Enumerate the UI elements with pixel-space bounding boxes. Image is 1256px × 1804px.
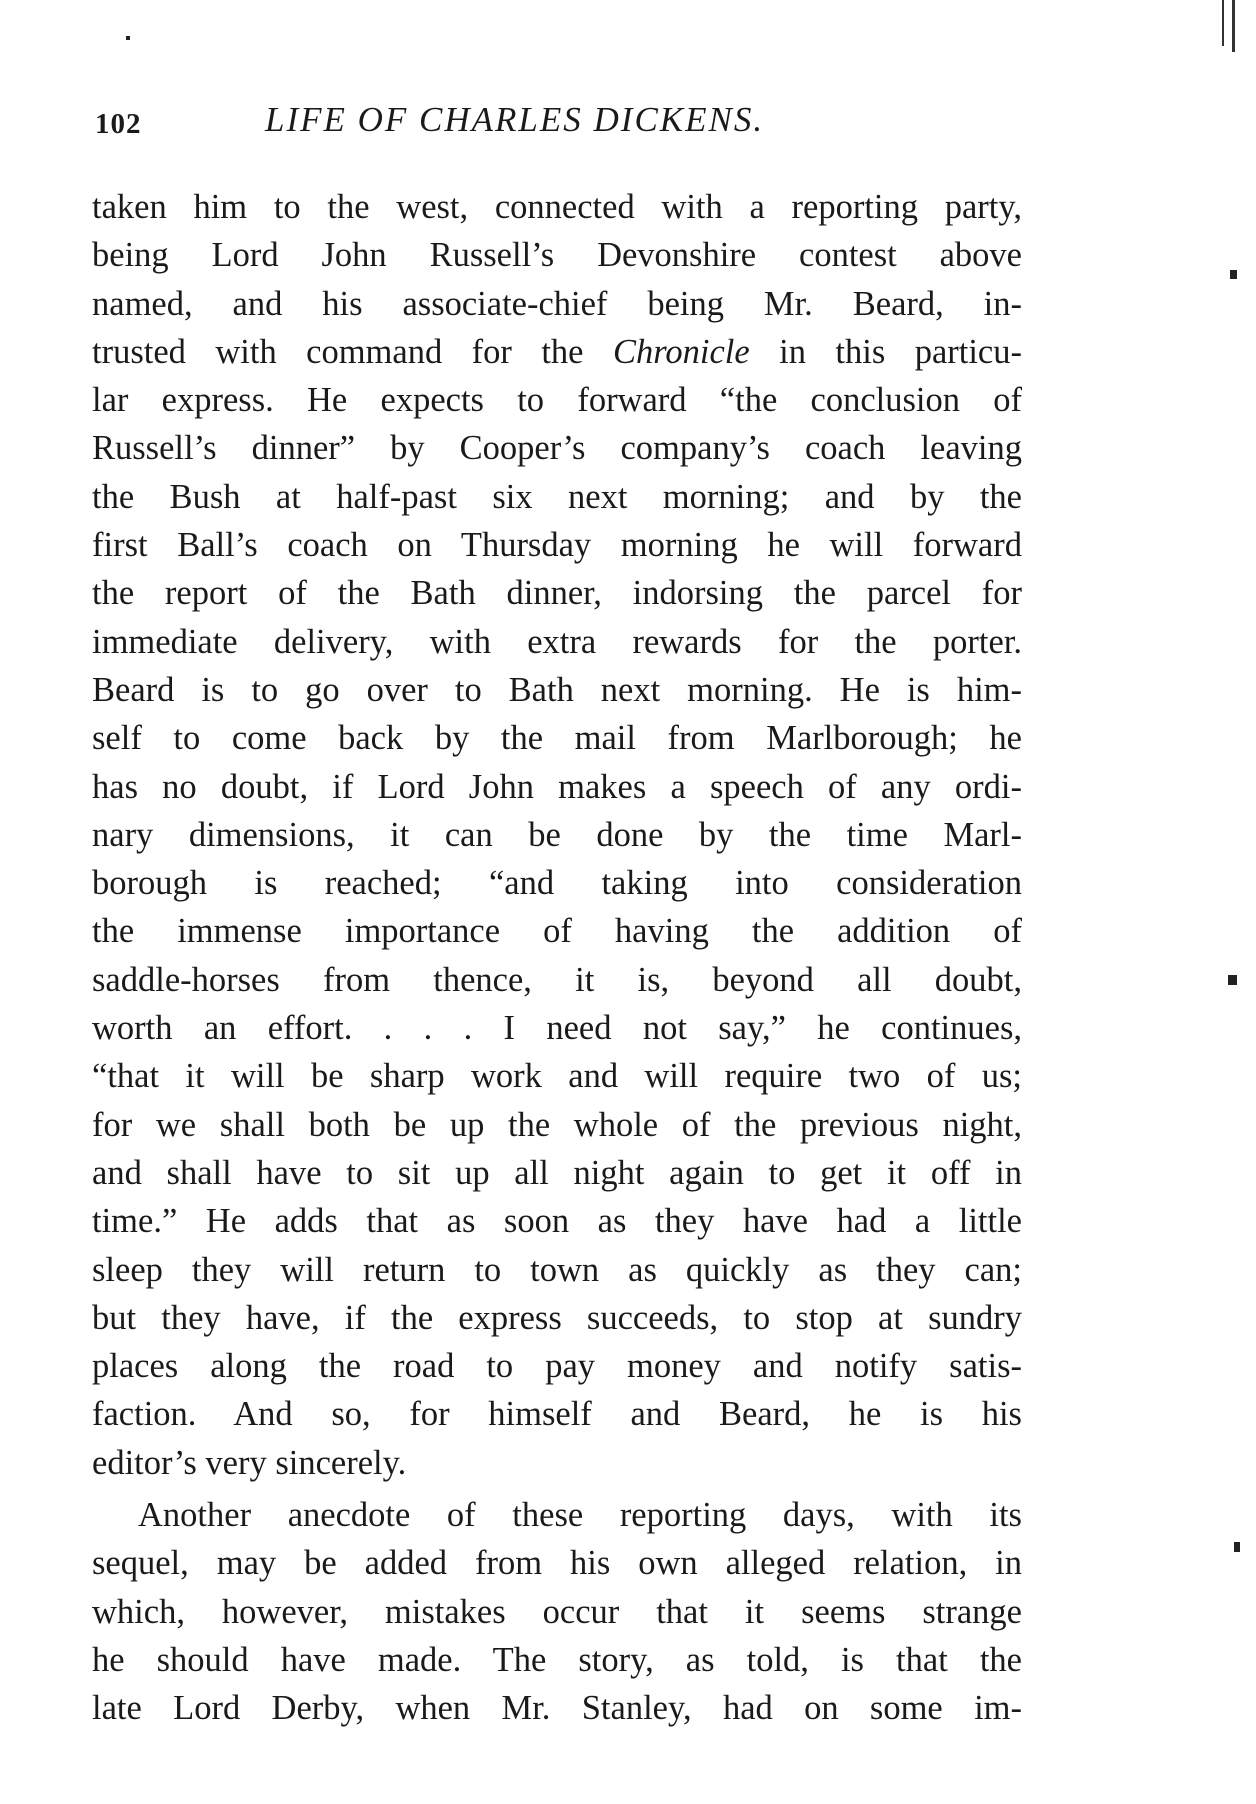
text-line: being Lord John Russell’s Devonshire contest above xyxy=(92,236,1022,275)
text-line: immediate delivery, with extra rewards for the porter. xyxy=(92,622,1022,661)
scan-speck xyxy=(1228,975,1237,985)
text-line: the Bush at half-past six next morning; and by the xyxy=(92,477,1022,516)
text-line: taken him to the west, connected with a reporting party, xyxy=(92,188,1022,226)
text-line: Beard is to go over to Bath next morning. He is him- xyxy=(92,670,1022,709)
text-line: borough is reached; “and taking into consideration xyxy=(92,864,1022,903)
scan-edge-line xyxy=(1222,0,1224,46)
text-line: but they have, if the express succeeds, to stop at sundry xyxy=(92,1298,1022,1337)
text-line: trusted with command for the Chronicle in this particu- xyxy=(92,332,1022,371)
paragraph xyxy=(92,183,1022,1487)
text-line: time.” He adds that as soon as they have had a little xyxy=(92,1202,1022,1241)
italic-title: Chronicle xyxy=(612,332,750,371)
text-line: lar express. He expects to forward “the conclusion of xyxy=(92,381,1022,420)
text-line: self to come back by the mail from Marlborough; he xyxy=(92,719,1022,758)
text-line: which, however, mistakes occur that it seems strange xyxy=(92,1592,1022,1631)
text-line: worth an effort. . . . I need not say,” he continues, xyxy=(92,1009,1022,1048)
text-line: editor’s very sincerely. xyxy=(92,1443,407,1482)
text-line: Russell’s dinner” by Cooper’s company’s coach leaving xyxy=(92,429,1022,468)
text-line: and shall have to sit up all night again to get it off in xyxy=(92,1153,1022,1192)
body-text xyxy=(92,183,1022,1733)
text-line: saddle-horses from thence, it is, beyond all doubt, xyxy=(92,960,1022,999)
text-line: faction. And so, for himself and Beard, he is his xyxy=(92,1395,1022,1434)
text-line: for we shall both be up the whole of the previous night, xyxy=(92,1105,1022,1144)
text-line: Another anecdote of these reporting days, with its xyxy=(138,1496,1022,1535)
text-line: has no doubt, if Lord John makes a speech of any ordi- xyxy=(92,767,1022,806)
text-line: places along the road to pay money and notify satis- xyxy=(92,1347,1022,1386)
text-line: nary dimensions, it can be done by the time Marl- xyxy=(92,815,1022,854)
text-line: sleep they will return to town as quickly as they can; xyxy=(92,1250,1022,1289)
paragraph xyxy=(92,1491,1022,1732)
page-header xyxy=(95,100,1015,140)
text-line: he should have made. The story, as told, is that the xyxy=(92,1640,1022,1679)
text-line: first Ball’s coach on Thursday morning he will forward xyxy=(92,526,1022,565)
scan-speck xyxy=(1230,270,1237,279)
text-line: the report of the Bath dinner, indorsing the parcel for xyxy=(92,574,1022,613)
scan-edge-line xyxy=(1232,0,1235,52)
scan-speck xyxy=(1234,1542,1240,1552)
running-title: LIFE OF CHARLES DICKENS. xyxy=(265,100,765,139)
text-line: late Lord Derby, when Mr. Stanley, had on some im- xyxy=(92,1689,1022,1728)
text-line: “that it will be sharp work and will require two of us; xyxy=(92,1057,1022,1096)
text-line: sequel, may be added from his own alleged relation, in xyxy=(92,1544,1022,1583)
text-line: named, and his associate-chief being Mr. Beard, in- xyxy=(92,284,1022,323)
text-line: the immense importance of having the addition of xyxy=(92,912,1022,951)
scan-speck xyxy=(126,36,130,40)
page-number: 102 xyxy=(95,108,142,140)
